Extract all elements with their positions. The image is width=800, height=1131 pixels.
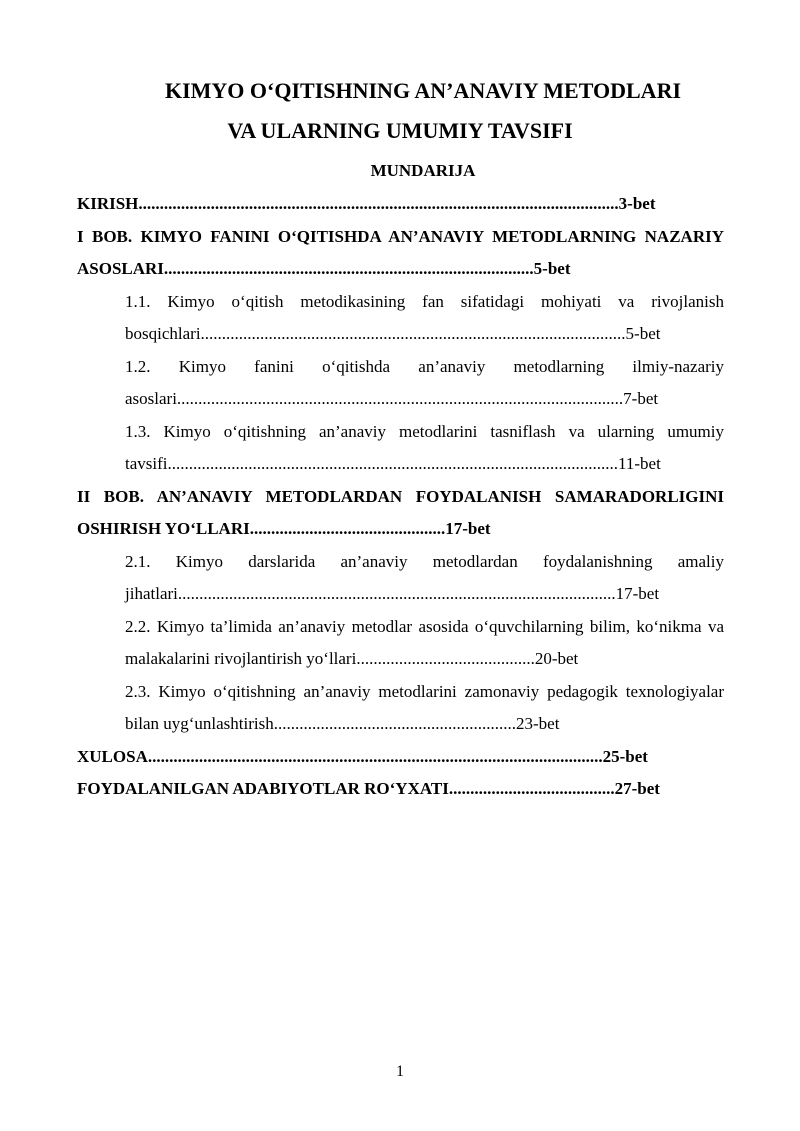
toc-entry-section-1-1: 1.1. Kimyo o‘qitish metodikasining fan sifatidagi mohiyati va rivojlanish bosqichlari....................................................................................................5-bet [125, 291, 724, 343]
toc-entry-section-2-3: 2.3. Kimyo o‘qitishning an’anaviy metodlarini zamonaviy pedagogik texnologiyalar bilan uyg‘unlashtirish.........................................................23-bet [125, 681, 724, 733]
toc-entry-section-2-2: 2.2. Kimyo ta’limida an’anaviy metodlar asosida o‘quvchilarning bilim, ko‘nikma va malakalarini rivojlantirish yo‘llari..........................................20-bet [125, 616, 724, 668]
document-title-line-2: VA ULARNING UMUMIY TAVSIFI [227, 118, 573, 143]
page-number: 1 [396, 1063, 404, 1080]
toc-entry-references: FOYDALANILGAN ADABIYOTLAR RO‘YXATI.......................................27-bet [77, 779, 660, 798]
toc-heading: MUNDARIJA [370, 161, 476, 180]
document-title-line-1: KIMYO O‘QITISHNING AN’ANAVIY METODLARI [164, 78, 682, 103]
toc-entry-section-1-2: 1.2. Kimyo fanini o‘qitishda an’anaviy metodlarning ilmiy-nazariy asoslari.........................................................................................................7-bet [125, 356, 724, 408]
toc-entry-introduction: KIRISH.................................................................................................................3-bet [77, 194, 656, 213]
toc-entry-section-1-3: 1.3. Kimyo o‘qitishning an’anaviy metodlarini tasniflash va ularning umumiy tavsifi..........................................................................................................11-bet [125, 421, 724, 473]
toc-entry-chapter-2: II BOB. AN’ANAVIY METODLARDAN FOYDALANISH SAMARADORLIGINI OSHIRISH YO‘LLARI..............................................17-bet [77, 486, 724, 538]
toc-entry-section-2-1: 2.1. Kimyo darslarida an’anaviy metodlardan foydalanishning amaliy jihatlari.......................................................................................................17-bet [125, 551, 724, 603]
toc-entry-chapter-1: I BOB. KIMYO FANINI O‘QITISHDA AN’ANAVIY METODLARNING NAZARIY ASOSLARI.......................................................................................5-bet [77, 226, 724, 278]
table-of-contents [77, 188, 724, 806]
toc-entry-conclusion: XULOSA...........................................................................................................25-bet [77, 746, 648, 766]
